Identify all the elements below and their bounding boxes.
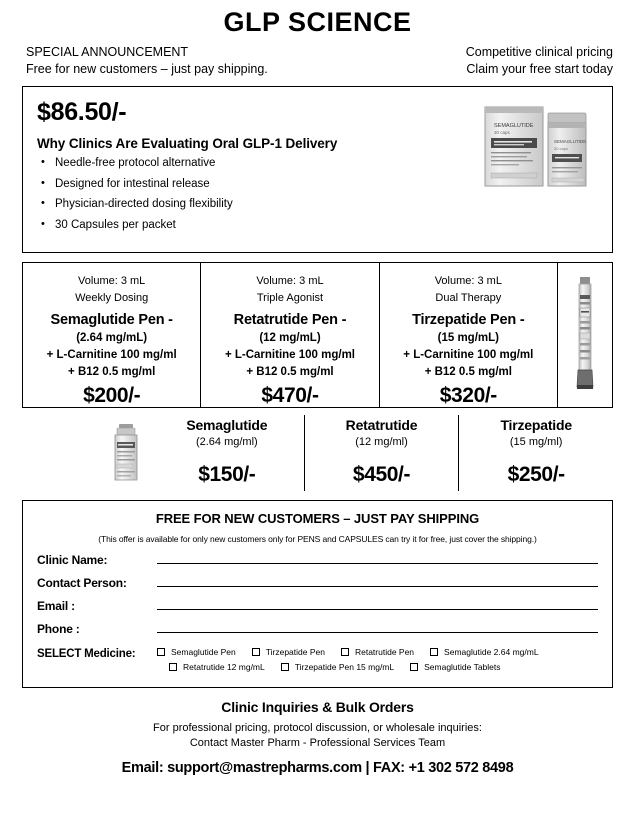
pen-volume: Volume: 3 mL (78, 275, 146, 288)
checkbox-tirzepatide-pen[interactable] (252, 647, 325, 657)
pen-price: $200/- (83, 383, 141, 407)
pen-pricing-row (22, 262, 613, 408)
pricing-tagline: Competitive clinical pricing (465, 44, 613, 59)
field-row-email (37, 599, 598, 613)
checkbox-icon[interactable] (157, 648, 165, 656)
checkbox-icon[interactable] (169, 663, 177, 671)
svg-text:30 caps: 30 caps (554, 146, 569, 152)
injection-pen-image (574, 275, 596, 397)
vial-price: $150/- (198, 463, 256, 487)
footer-title: Clinic Inquiries & Bulk Orders (221, 699, 414, 716)
checkbox-line-1 (157, 647, 598, 657)
checkbox-icon[interactable] (341, 648, 349, 656)
pen-additive-b12: + B12 0.5 mg/ml (68, 365, 156, 378)
pen-additive-carnitine: + L-Carnitine 100 mg/ml (403, 348, 534, 361)
vial-price: $450/- (352, 463, 411, 487)
list-item: • 30 Capsules per packet (37, 220, 598, 232)
pen-volume: Volume: 3 mL (256, 275, 324, 288)
capsule-box-and-bottle-image (482, 99, 594, 194)
contact-person-label: Contact Person: (37, 576, 127, 591)
pen-image-cell (558, 263, 612, 407)
header-left-block (26, 44, 268, 78)
clinic-name-label: Clinic Name: (37, 553, 108, 568)
checkbox-label: Tirzepatide Pen 15 mg/mL (294, 662, 395, 673)
checkbox-icon[interactable] (252, 648, 260, 656)
vial-concentration: (2.64 mg/ml) (195, 436, 258, 449)
page-title: GLP SCIENCE (223, 7, 412, 37)
phone-label: Phone : (37, 622, 80, 637)
oral-capsule-offer-card (22, 86, 613, 253)
checkbox-tirzepatide-pen-15[interactable] (281, 662, 394, 672)
footer-block (16, 699, 619, 776)
pen-tag: Triple Agonist (256, 292, 324, 305)
capsule-price: $86.50/- (37, 98, 127, 127)
select-medicine-label: SELECT Medicine: (37, 648, 136, 661)
email-label: Email : (37, 599, 75, 614)
clinic-name-input[interactable] (157, 555, 598, 564)
pen-additive-b12: + B12 0.5 mg/ml (424, 365, 512, 378)
vial-image-cell (22, 415, 150, 491)
pen-concentration: (12 mg/mL) (259, 331, 321, 344)
pen-name: Retatrutide Pen - (233, 311, 347, 328)
vial-price: $250/- (507, 463, 565, 487)
checkbox-label: Retatrutide 12 mg/mL (183, 662, 265, 673)
checkbox-label: Tirzepatide Pen (265, 647, 325, 658)
pen-price: $320/- (439, 383, 497, 407)
checkbox-label: Semaglutide Pen (171, 647, 236, 658)
form-title: FREE FOR NEW CUSTOMERS – JUST PAY SHIPPING (155, 511, 480, 527)
pen-price: $470/- (261, 383, 319, 407)
checkbox-label: Retatrutide Pen (354, 647, 415, 658)
checkbox-line-2 (157, 662, 598, 672)
footer-line-1: For professional pricing, protocol discussion, or wholesale inquiries: (153, 722, 482, 735)
vial-pricing-row (22, 415, 613, 491)
pen-volume: Volume: 3 mL (434, 275, 502, 288)
pen-additive-b12: + B12 0.5 mg/ml (246, 365, 334, 378)
footer-contact[interactable]: Email: support@mastrepharms.com | FAX: +1 302 572 8498 (121, 760, 514, 777)
pen-name: Tirzepatide Pen - (412, 311, 525, 328)
svg-text:SEMAGLUTIDE: SEMAGLUTIDE (494, 123, 534, 130)
vial-card-tirzepatide (458, 415, 613, 491)
free-shipping-tagline: Free for new customers – just pay shipping. (26, 61, 268, 76)
field-row-phone (37, 622, 598, 636)
pen-card-retatrutide (201, 263, 379, 407)
contact-person-input[interactable] (157, 578, 598, 587)
vial-name: Tirzepatide (500, 417, 572, 434)
pen-concentration: (15 mg/mL) (437, 331, 499, 344)
footer-line-2: Contact Master Pharm - Professional Services Team (189, 737, 446, 750)
checkbox-semaglutide-tablets[interactable] (410, 662, 500, 672)
claim-tagline: Claim your free start today (466, 61, 613, 76)
vial-concentration: (12 mg/ml) (355, 436, 408, 449)
list-item: • Physician-directed dosing flexibility (37, 199, 598, 211)
pen-card-tirzepatide (380, 263, 558, 407)
vial-name: Retatrutide (345, 417, 418, 434)
vial-card-semaglutide (150, 415, 304, 491)
pen-name: Semaglutide Pen - (50, 311, 173, 328)
vial-name: Semaglutide (186, 417, 268, 434)
pen-additive-carnitine: + L-Carnitine 100 mg/ml (46, 348, 177, 361)
special-announcement-label: SPECIAL ANNOUNCEMENT (26, 44, 189, 59)
email-field[interactable] (157, 601, 598, 610)
list-item: • Needle-free protocol alternative (37, 158, 598, 170)
svg-text:30 caps: 30 caps (494, 130, 510, 136)
select-medicine-row (37, 647, 598, 677)
capsule-headline: Why Clinics Are Evaluating Oral GLP-1 Delivery (37, 136, 338, 152)
medicine-checkbox-group (157, 647, 598, 677)
checkbox-icon[interactable] (410, 663, 418, 671)
form-disclaimer: (This offer is available for only new customers only for PENS and CAPSULES can try it for free, just cover the shipping.) (98, 534, 537, 545)
checkbox-semaglutide-264[interactable] (430, 647, 539, 657)
checkbox-retatrutide-pen[interactable] (341, 647, 414, 657)
pen-additive-carnitine: + L-Carnitine 100 mg/ml (224, 348, 356, 361)
checkbox-icon[interactable] (430, 648, 438, 656)
svg-text:SEMAGLUTIDE: SEMAGLUTIDE (554, 139, 587, 145)
pen-tag: Dual Therapy (435, 292, 502, 305)
header-row (16, 44, 619, 78)
header-right-block (466, 44, 613, 78)
pen-card-semaglutide (23, 263, 201, 407)
order-form-card (22, 500, 613, 688)
field-row-contact-person (37, 576, 598, 590)
pen-tag: Weekly Dosing (75, 292, 149, 305)
vial-image (108, 422, 144, 484)
list-item: • Designed for intestinal release (37, 179, 598, 191)
checkbox-semaglutide-pen[interactable] (157, 647, 236, 657)
field-row-clinic-name (37, 553, 598, 567)
phone-field[interactable] (157, 624, 598, 633)
checkbox-label: Semaglutide 2.64 mg/mL (444, 647, 539, 658)
checkbox-retatrutide-12[interactable] (169, 662, 265, 672)
vial-card-retatrutide (304, 415, 459, 491)
vial-concentration: (15 mg/ml) (509, 436, 563, 449)
checkbox-label: Semaglutide Tablets (424, 662, 501, 673)
pen-concentration: (2.64 mg/mL) (76, 331, 148, 344)
checkbox-icon[interactable] (281, 663, 289, 671)
